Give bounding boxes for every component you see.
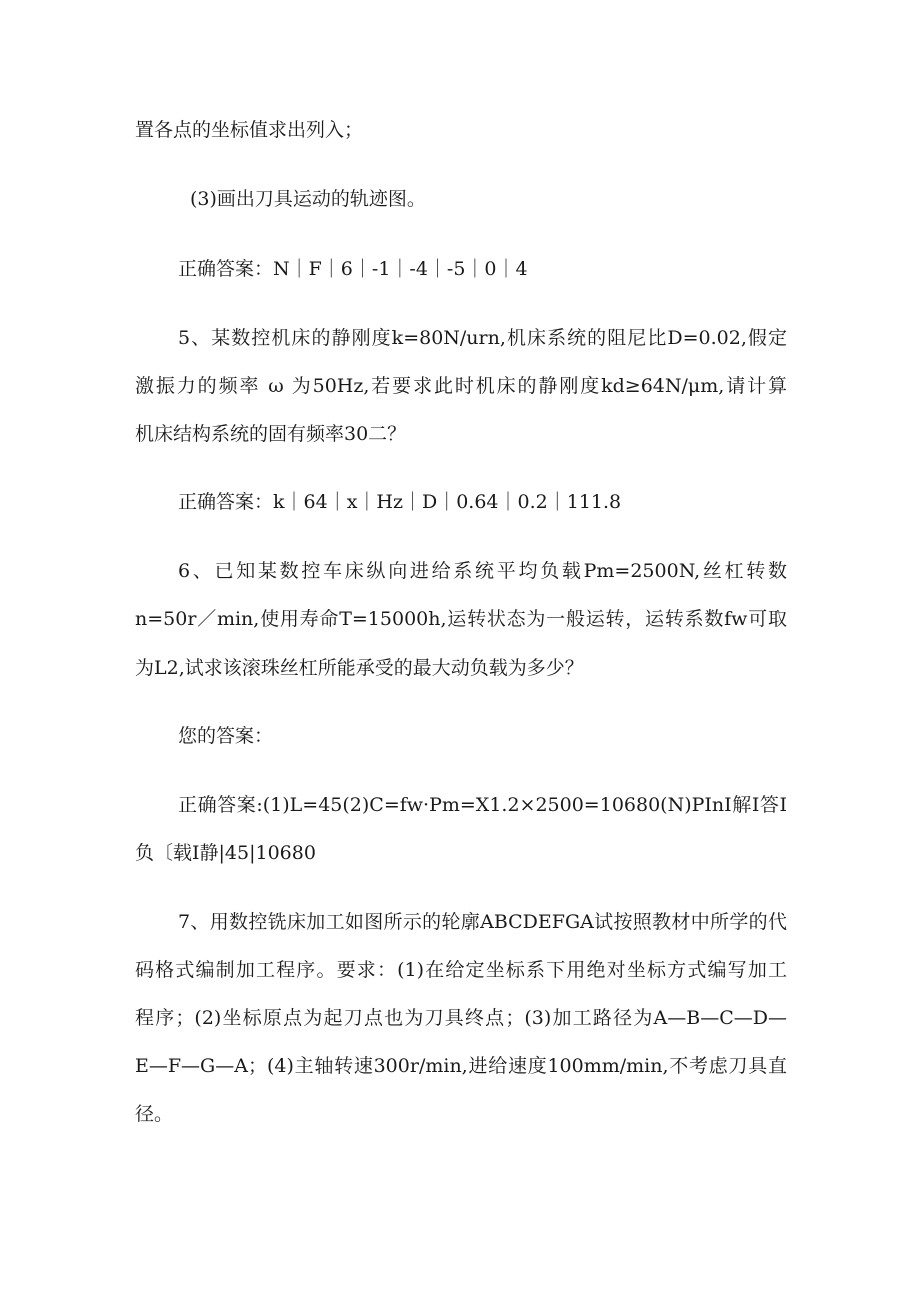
question-7-line-2: 码格式编制加工程序。要求：(1)在给定坐标系下用绝对坐标方式编写加工 xyxy=(135,959,787,981)
text-line-draw-trajectory: (3)画出刀具运动的轨迹图。 xyxy=(190,188,426,210)
question-5-line-2: 激振力的频率 ω 为50Hz,若要求此时机床的静刚度kd≥64N/μm,请计算 xyxy=(135,375,787,397)
your-answer-label: 您的答案： xyxy=(178,725,274,747)
question-6-line-1: 6、已知某数控车床纵向进给系统平均负载Pm=2500N,丝杠转数 xyxy=(178,560,787,582)
question-7-line-1: 7、用数控铣床加工如图所示的轮廓ABCDEFGA试按照教材中所学的代 xyxy=(178,911,787,933)
question-6-line-2: n=50r／min,使用寿命T=15000h,运转状态为一般运转，运转系数fw可取 xyxy=(135,608,787,630)
answer-line-q5: 正确答案：k｜64｜x｜Hz｜D｜0.64｜0.2｜111.8 xyxy=(178,491,622,513)
question-6-line-3: 为L2,试求该滚珠丝杠所能承受的最大动负载为多少？ xyxy=(135,657,584,679)
answer-line-q6-part-1: 正确答案:(1)L=45(2)C=fw·Pm=X1.2×2500=10680(N)PInI解I答I xyxy=(178,794,787,816)
question-7-line-5: 径。 xyxy=(135,1103,174,1125)
answer-line-q4: 正确答案：N｜F｜6｜-1｜-4｜-5｜0｜4 xyxy=(178,258,528,280)
question-5-line-3: 机床结构系统的固有频率30二？ xyxy=(135,423,407,445)
question-5-line-1: 5、某数控机床的静刚度k=80N/urn,机床系统的阻尼比D=0.02,假定 xyxy=(178,327,787,349)
question-7-line-4: E—F—G—A；(4)主轴转速300r/min,进给速度100mm/min,不考虑刀具直 xyxy=(135,1055,787,1077)
answer-line-q6-part-2: 负〔载I静|45|10680 xyxy=(135,842,316,864)
text-line-coordinates-instruction: 置各点的坐标值求出列入； xyxy=(135,119,364,141)
question-7-line-3: 程序；(2)坐标原点为起刀点也为刀具终点；(3)加工路径为A—B—C—D— xyxy=(135,1007,787,1029)
